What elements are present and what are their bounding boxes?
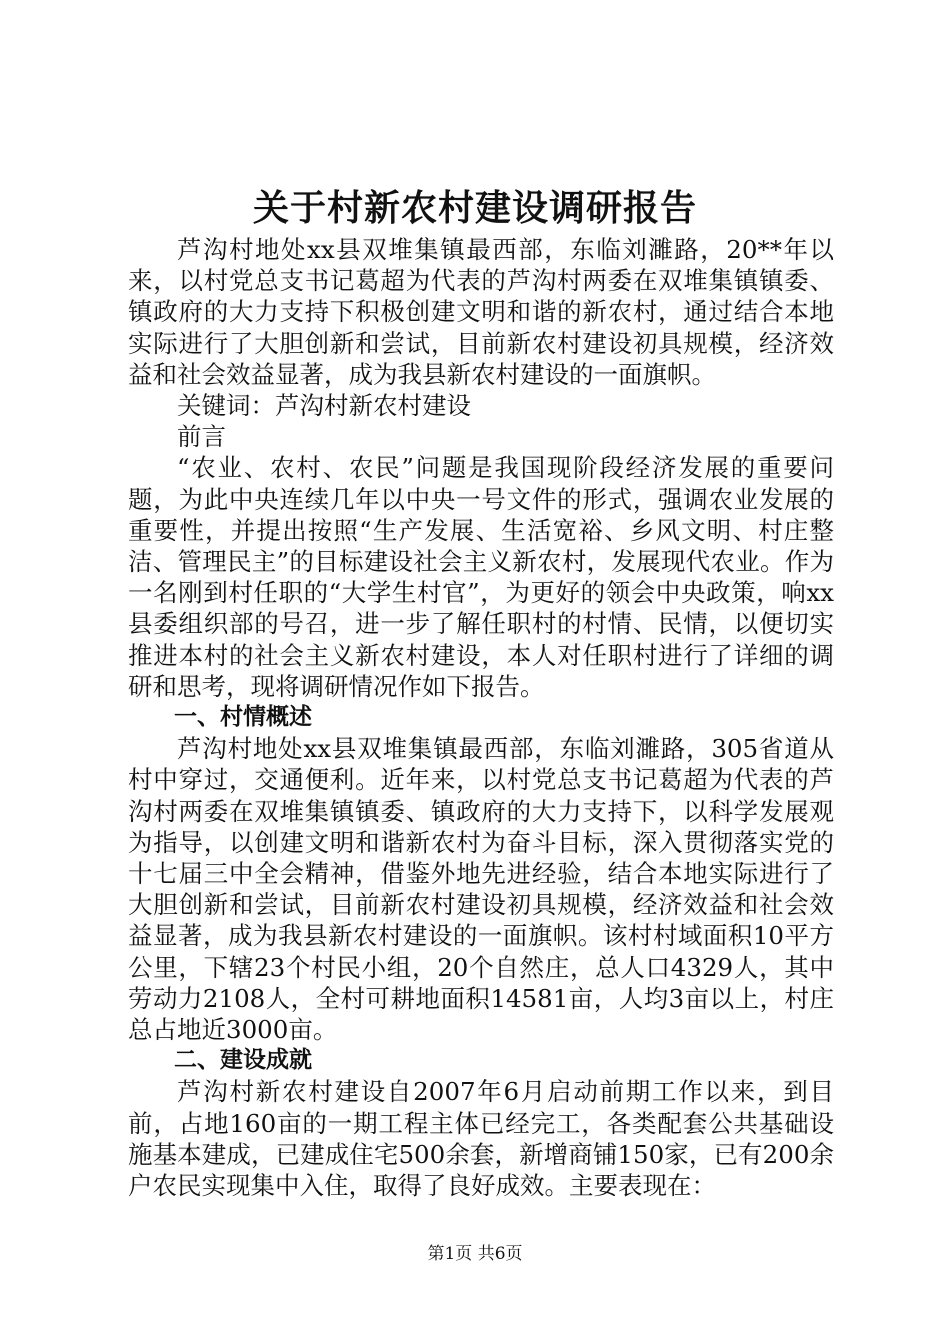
intro-paragraph: 芦沟村地处xx县双堆集镇最西部，东临刘濉路，20**年以来，以村党总支书记葛超为代表的芦沟村两委在双堆集镇镇委、镇政府的大力支持下积极创建文明和谐的新农村，通过结合本地实际进行了大胆创新和尝试，目前新农村建设初具规模，经济效益和社会效益显著，成为我县新农村建设的一面旗帜。	[128, 235, 834, 389]
document-body	[128, 234, 834, 1201]
preface-paragraph: “农业、农村、农民”问题是我国现阶段经济发展的重要问题，为此中央连续几年以中央一号文件的形式，强调农业发展的重要性，并提出按照“生产发展、生活宽裕、乡风文明、村庄整洁、管理民主”的目标建设社会主义新农村，发展现代农业。作为一名刚到村任职的“大学生村官”，为更好的领会中央政策，响xx县委组织部的号召，进一步了解任职村的村情、民情，以便切实推进本村的社会主义新农村建设，本人对任职村进行了详细的调研和思考，现将调研情况作如下报告。	[128, 453, 834, 701]
overview-paragraph: 芦沟村地处xx县双堆集镇最西部，东临刘濉路，305省道从村中穿过，交通便利。近年来，以村党总支书记葛超为代表的芦沟村两委在双堆集镇镇委、镇政府的大力支持下，以科学发展观为指导，以创建文明和谐新农村为奋斗目标，深入贯彻落实党的十七届三中全会精神，借鉴外地先进经验，结合本地实际进行了大胆创新和尝试，目前新农村建设初具规模，经济效益和社会效益显著，成为我县新农村建设的一面旗帜。该村村域面积10平方公里，下辖23个村民小组，20个自然庄，总人口4329人，其中劳动力2108人，全村可耕地面积14581亩，人均3亩以上，村庄总占地近3000亩。	[128, 734, 834, 1045]
achievements-paragraph: 芦沟村新农村建设自2007年6月启动前期工作以来，到目前，占地160亩的一期工程主体已经完工，各类配套公共基础设施基本建成，已建成住宅500余套，新增商铺150家，已有200余户农民实现集中入住，取得了良好成效。主要表现在：	[128, 1077, 834, 1201]
preface-label: 前言	[177, 422, 226, 452]
document-title: 关于村新农村建设调研报告	[252, 188, 697, 229]
page-footer: 第1页 共6页	[427, 1244, 523, 1264]
section-heading-achievements: 二、建设成就	[174, 1047, 312, 1074]
keywords-line: 关键词：芦沟村新农村建设	[177, 391, 471, 421]
section-heading-overview: 一、村情概述	[174, 704, 312, 731]
